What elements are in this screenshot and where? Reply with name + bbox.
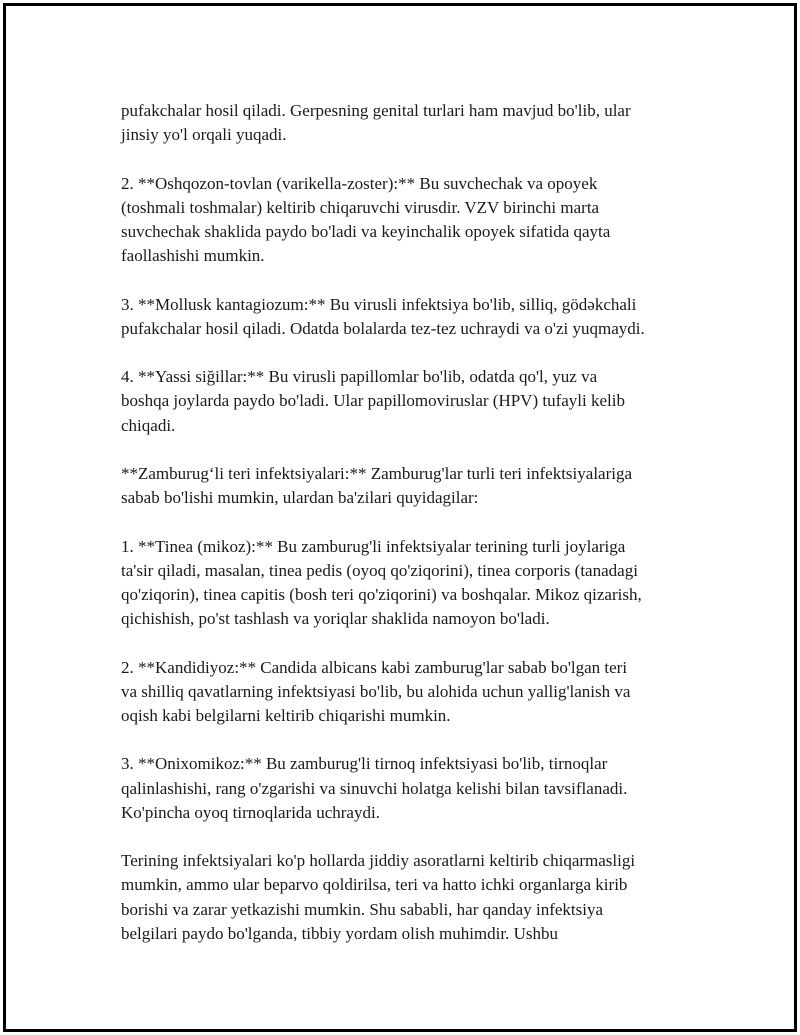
text-line: suvchechak shaklida paydo bo'ladi va keyinchalik opoyek sifatida qayta [121,222,611,241]
text-line: **Zamburug‘li teri infektsiyalari:** Zamburug'lar turli teri infektsiyalariga [121,463,633,483]
paragraph [121,752,721,825]
text-line: mumkin, ammo ular beparvo qoldirilsa, teri va hatto ichki organlarga kirib [121,875,628,895]
text-line: 3. **Mollusk kantagiozum:** Bu virusli infektsiya bo'lib, silliq, gödəkchali [121,294,637,314]
paragraph [121,293,721,341]
text-line: pufakchalar hosil qiladi. Gerpesning genital turlari ham mavjud bo'lib, ular [121,101,631,120]
text-line: 1. **Tinea (mikoz):** Bu zamburug'li infektsiyalar terining turli joylariga [121,536,626,556]
text-line: qo'ziqorin), tinea capitis (bosh teri qo'ziqorini) va boshqalar. Mikoz qizarish, [121,584,642,604]
text-line: pufakchalar hosil qiladi. Odatda bolalarda tez-tez uchraydi va o'zi yuqmaydi. [121,318,645,338]
text-line: borishi va zarar yetkazishi mumkin. Shu sababli, har qanday infektsiya [121,899,604,919]
document-body [121,99,721,946]
text-line: chiqadi. [121,415,176,435]
text-line: jinsiy yo'l orqali yuqadi. [121,125,287,145]
text-line: faollashishi mumkin. [121,246,265,266]
text-line: va shilliq qavatlarning infektsiyasi bo'lib, bu alohida uchun yallig'lanish va [121,681,631,701]
text-line: sabab bo'lishi mumkin, ulardan ba'zilari quyidagilar: [121,488,479,508]
paragraph [121,535,721,632]
page-frame [3,3,797,1032]
text-line: Terining infektsiyalari ko'p hollarda jiddiy asoratlarni keltirib chiqarmasligi [121,851,636,871]
text-line: 4. **Yassi siğillar:** Bu virusli papillomlar bo'lib, odatda qo'l, yuz va [121,367,598,387]
text-line: 3. **Onixomikoz:** Bu zamburug'li tirnoq infektsiyasi bo'lib, tirnoqlar [121,754,608,774]
text-line: boshqa joylarda paydo bo'ladi. Ular papillomoviruslar (HPV) tufayli kelib [121,391,625,411]
paragraph [121,99,721,147]
paragraph [121,365,721,438]
text-line: qalinlashishi, rang o'zgarishi va sinuvchi holatga kelishi bilan tavsiflanadi. [121,778,628,798]
text-line: oqish kabi belgilarni keltirib chiqarishi mumkin. [121,705,451,725]
text-line: (toshmali toshmalar) keltirib chiqaruvchi virusdir. VZV birinchi marta [121,197,600,217]
text-line: ta'sir qiladi, masalan, tinea pedis (oyoq qo'ziqorini), tinea corporis (tanadagi [121,560,638,580]
paragraph [121,849,721,946]
text-line: qichishish, po'st tashlash va yoriqlar shaklida namoyon bo'ladi. [121,609,550,629]
paragraph [121,172,721,269]
paragraph [121,462,721,510]
text-line: Ko'pincha oyoq tirnoqlarida uchraydi. [121,802,380,822]
paragraph [121,656,721,729]
text-line: belgilari paydo bo'lganda, tibbiy yordam olish muhimdir. Ushbu [121,923,558,943]
text-line: 2. **Oshqozon-tovlan (varikella-zoster):** Bu suvchechak va opoyek [121,173,598,193]
text-line: 2. **Kandidiyoz:** Candida albicans kabi zamburug'lar sabab bo'lgan teri [121,657,628,677]
